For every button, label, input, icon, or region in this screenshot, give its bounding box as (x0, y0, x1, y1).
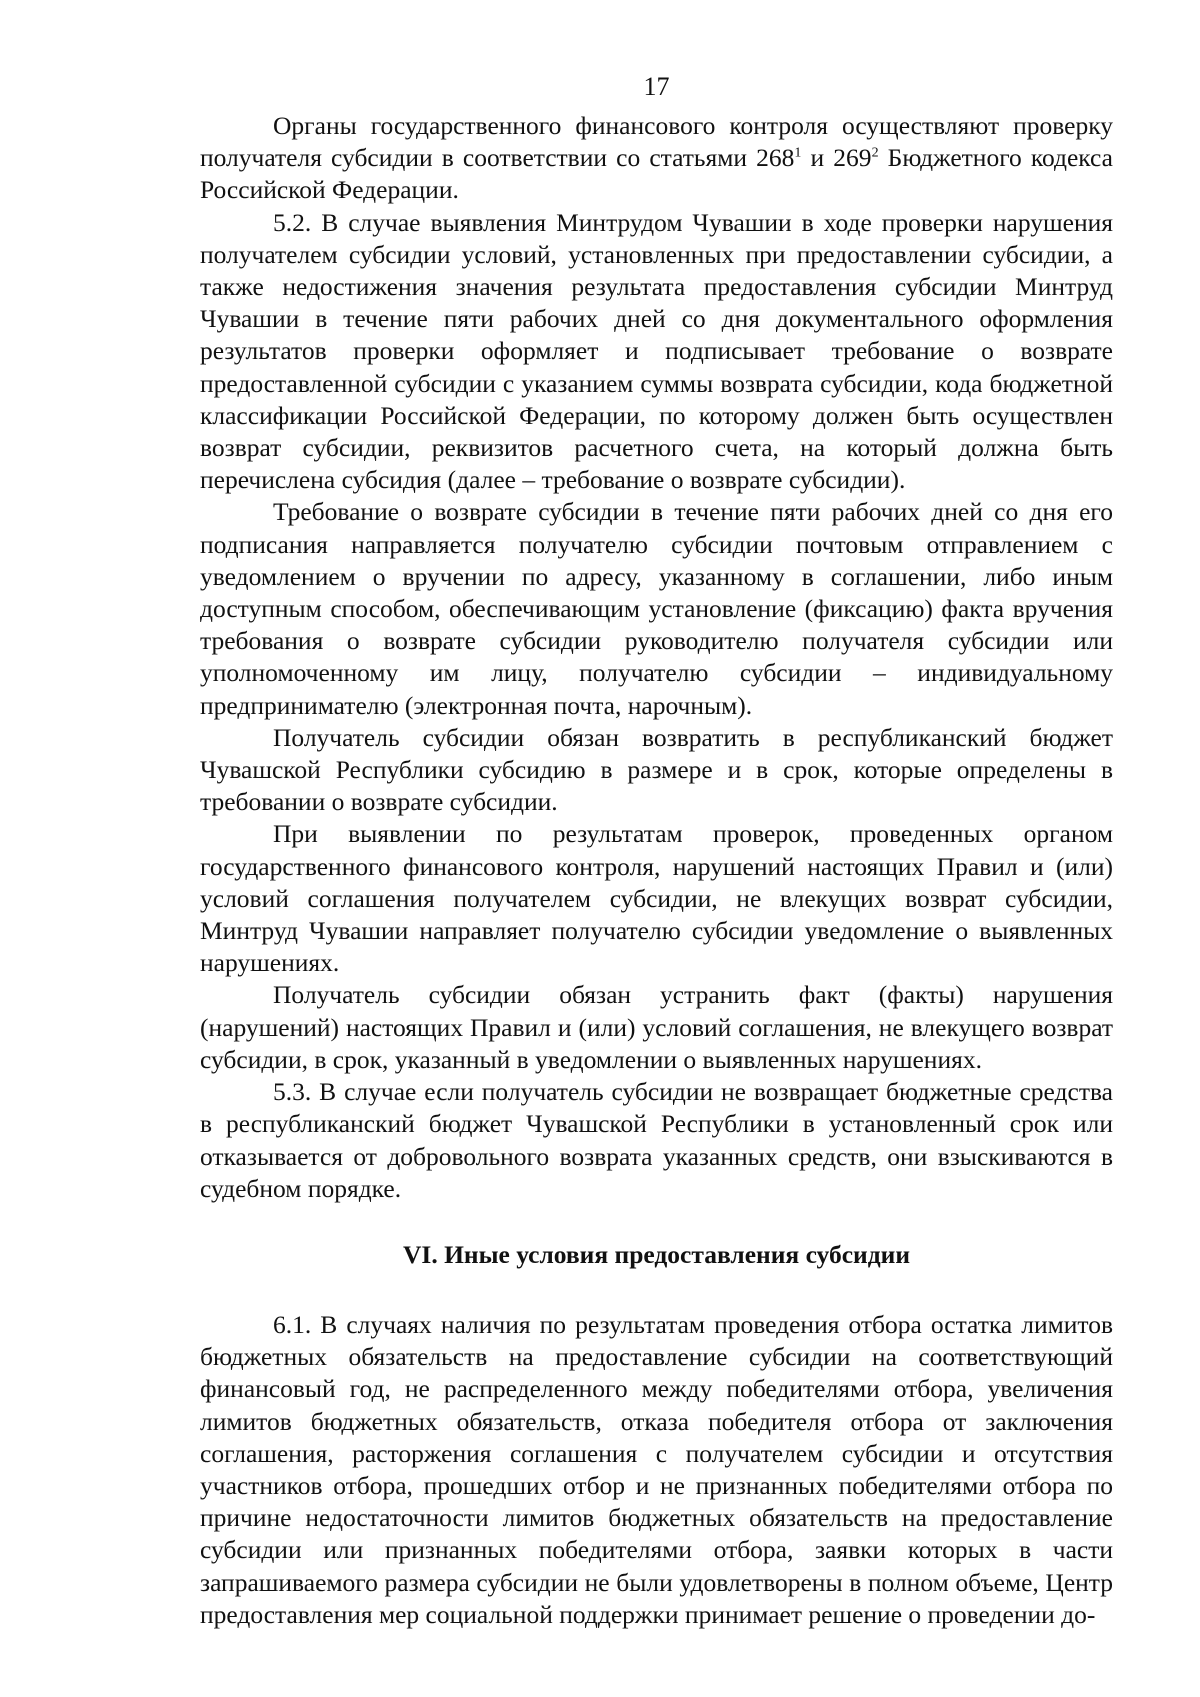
paragraph-text: Бюджетного кодекса Российской Федерации. (200, 143, 1113, 205)
document-page (200, 72, 1113, 1631)
superscript: 1 (794, 145, 802, 161)
paragraph-text: Органы государственного финансового контроля осуществляют проверку получателя субсидии в соответствии со статьями 268 (200, 111, 1113, 173)
paragraph-refund-demand: Требование о возврате субсидии в течение пяти рабочих дней со дня его подписания направляется получателю субсидии почтовым отправлением с уведомлением о вручении по адресу, указанному в соглашении, либо иным доступным способом, обеспечивающим установление (фиксацию) факта вручения требования о возврате субсидии руководителю получателя субсидии или уполномоченному им лицу, получателю субсидии – индивидуальному предпринимателю (электронная почта, нарочным). (200, 497, 1113, 720)
paragraph-violations-fix: Получатель субсидии обязан устранить факт (факты) нарушения (нарушений) настоящих Правил и (или) условий соглашения, не влекущего возврат субсидии, в срок, указанный в уведомлении о выявленных нарушениях. (200, 980, 1113, 1074)
paragraph-violations-notice: При выявлении по результатам проверок, проведенных органом государственного финансового контроля, нарушений настоящих Правил и (или) условий соглашения получателем субсидии, не влекущих возврат субсидии, Минтруд Чувашии направляет получателю субсидии уведомление о выявленных нарушениях. (200, 819, 1113, 978)
paragraph-5-2: 5.2. В случае выявления Минтрудом Чувашии в ходе проверки нарушения получателем субсидии условий, установленных при предоставлении субсидии, а также недостижения значения результата предоставления субсидии Минтруд Чувашии в течение пяти рабочих дней со дня документального оформления результатов проверки оформляет и подписывает требование о возврате предоставленной субсидии с указанием суммы возврата субсидии, кода бюджетной классификации Российской Федерации, по которому должен быть осуществлен возврат субсидии, реквизитов расчетного счета, на который должна быть перечислена субсидия (далее – требование о возврате субсидии). (200, 207, 1113, 495)
paragraph-6-1: 6.1. В случаях наличия по результатам проведения отбора остатка лимитов бюджетных обязательств на предоставление субсидии на соответствующий финансовый год, не распределенного между победителями отбора, увеличения лимитов бюджетных обязательств, отказа победителя отбора от заключения соглашения, расторжения соглашения с получателем субсидии и отсутствия участников отбора, прошедших отбор и не признанных победителями отбора по причине недостаточности лимитов бюджетных обязательств на предоставление субсидии или признанных победителями отбора, заявки которых в части запрашиваемого размера субсидии не были удовлетворены в полном объеме, Центр предоставления мер социальной поддержки принимает решение о проведении до- (200, 1309, 1113, 1629)
page-number: 17 (643, 72, 670, 101)
paragraph-5-3: 5.3. В случае если получатель субсидии не возвращает бюджетные средства в республиканский бюджет Чувашской Республики в установленный срок или отказывается от добровольного возврата указанных средств, они взыскиваются в судебном порядке. (200, 1077, 1113, 1203)
section-heading: VI. Иные условия предоставления субсидии (402, 1239, 911, 1269)
paragraph-refund-obligation: Получатель субсидии обязан возвратить в республиканский бюджет Чувашской Республики субсидию в размере и в срок, которые определены в требовании о возврате субсидии. (200, 722, 1113, 817)
paragraph-financial-control (200, 110, 1113, 207)
superscript: 2 (871, 145, 879, 161)
paragraph-text: и 269 (801, 143, 872, 173)
